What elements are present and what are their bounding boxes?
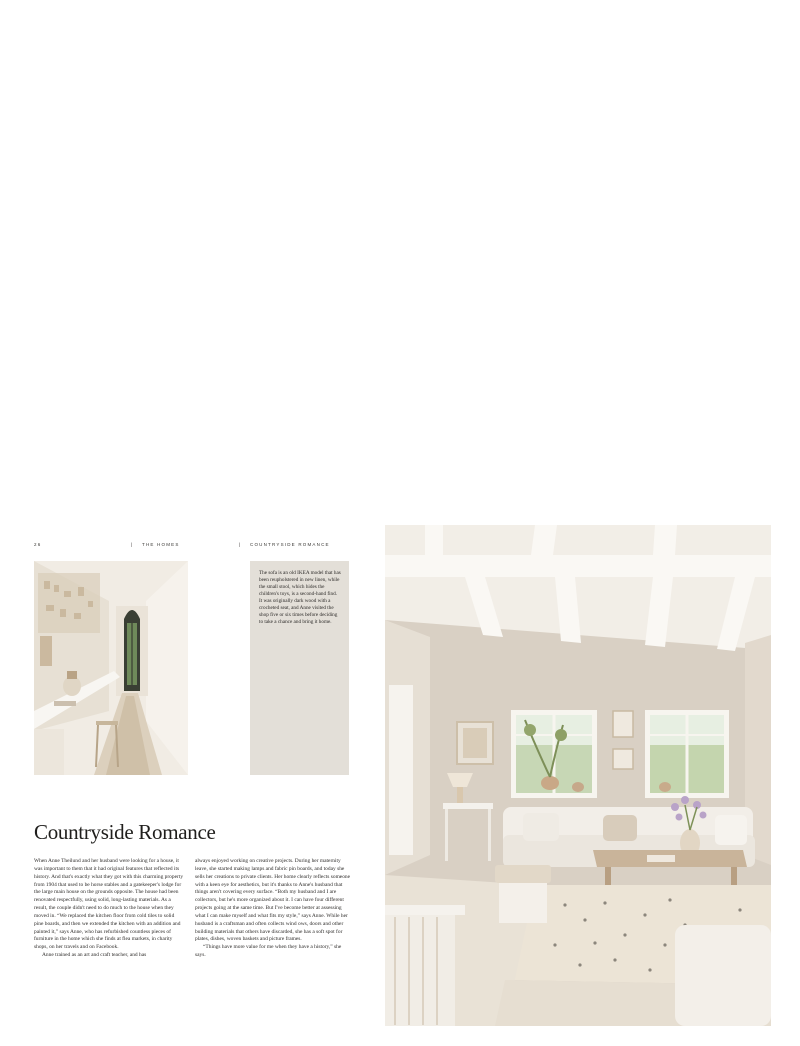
chapter-name: COUNTRYSIDE ROMANCE — [250, 542, 330, 547]
hallway-photo-drawing — [34, 561, 188, 775]
page-number: 26 — [34, 542, 42, 547]
article-paragraph: “Things have more value for me when they have a history,” she says. — [195, 944, 342, 959]
folio-separator: | — [131, 542, 134, 547]
article-column-1 — [34, 858, 184, 960]
living-room-photo-drawing — [385, 525, 771, 1026]
photo-caption-box — [250, 561, 349, 775]
article-title: Countryside Romance — [34, 820, 216, 844]
living-room-photo — [385, 525, 771, 1026]
article-paragraph: always enjoyed working on creative projects. During her maternity leave, she started making lamps and fabric pin boards, and today she sells her creations to private clients. Her home clearly reflects someone with a keen eye for aesthetics, but it's thanks to Anne's husband that things aren't covering every surface. “Both my husband and I are collectors, but he's more organized about it. I can have four different projects going at the same time. But I've become better at assessing what I can make myself and what fits my style,” says Anne. While her husband is a craftsman and often collects wind ows, doors and other building materials that others have discarded, she has a soft spot for plates, dishes, woven baskets and picture frames. — [195, 858, 351, 943]
article-paragraph: Anne trained as an art and craft teacher, and has — [42, 952, 147, 959]
article-column-2 — [195, 858, 351, 960]
folio-separator: | — [239, 542, 242, 547]
section-name: THE HOMES — [142, 542, 180, 547]
photo-caption: The sofa is an old IKEA model that has been reupholstered in new linen, while the small stool, which hides the children's toys, is a second-hand find. It was originally dark wood with a crocheted seat, and Anne visited the shop five or six times before deciding to take a chance and bring it home. — [259, 570, 341, 625]
hallway-photo — [34, 561, 188, 775]
article-paragraph: When Anne Theilund and her husband were looking for a house, it was important to them that it had original features that reflected its history. And that's exactly what they got with this charming property from 1904 that used to be horse stables and a gatekeeper's lodge for the large main house on the grounds opposite. The house had been renovated respectfully, using solid, long-lasting materials. As a result, the couple didn't need to do much to the house when they moved in. “We replaced the kitchen floor from cold tiles to solid pine boards, and then we extended the kitchen with an addition and painted it,” says Anne, who has refurbished countless pieces of furniture in the home which she finds at flea markets, in charity shops, on her travels and on Facebook. — [34, 858, 184, 951]
